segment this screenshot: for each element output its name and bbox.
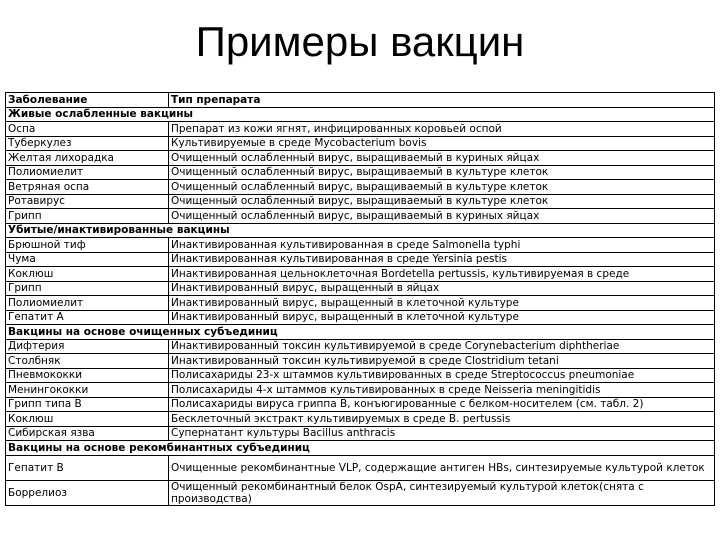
vaccine-type-cell: Инактивированный токсин культивируемой в среде Clostridium tetani (169, 354, 715, 369)
disease-cell: Коклюш (6, 412, 169, 427)
section-row (6, 441, 715, 456)
table-row (6, 397, 715, 412)
table-row (6, 151, 715, 166)
vaccine-type-cell: Очищенный рекомбинантный белок OspA, синтезируемый культурой клеток(снята с производства) (169, 480, 715, 505)
disease-cell: Пневмококки (6, 368, 169, 383)
vaccine-type-cell: Препарат из кожи ягнят, инфицированных коровьей оспой (169, 122, 715, 137)
vaccine-type-cell: Инактивированная культивированная в среде Salmonella typhi (169, 238, 715, 253)
table-row (6, 238, 715, 253)
disease-cell: Грипп (6, 209, 169, 224)
table-row (6, 136, 715, 151)
disease-cell: Грипп типа В (6, 397, 169, 412)
disease-cell: Гепатит А (6, 310, 169, 325)
disease-cell: Туберкулез (6, 136, 169, 151)
table-row (6, 426, 715, 441)
table-row (6, 296, 715, 311)
vaccines-table (5, 92, 715, 506)
vaccine-type-cell: Полисахариды 23-х штаммов культивированных в среде Streptococcus pneumoniae (169, 368, 715, 383)
table-row (6, 281, 715, 296)
vaccine-type-cell: Очищенный ослабленный вирус, выращиваемый в куриных яйцах (169, 209, 715, 224)
section-title: Убитые/инактивированные вакцины (6, 223, 715, 238)
section-title: Вакцины на основе рекомбинантных субъединиц (6, 441, 715, 456)
table-row (6, 165, 715, 180)
vaccine-type-cell: Очищенный ослабленный вирус, выращиваемый в культуре клеток (169, 165, 715, 180)
section-row (6, 325, 715, 340)
disease-cell: Оспа (6, 122, 169, 137)
disease-cell: Брюшной тиф (6, 238, 169, 253)
table-row (6, 267, 715, 282)
vaccine-type-cell: Очищенный ослабленный вирус, выращиваемый в культуре клеток (169, 180, 715, 195)
vaccine-type-cell: Инактивированный вирус, выращенный в клеточной культуре (169, 296, 715, 311)
disease-cell: Полиомиелит (6, 165, 169, 180)
disease-cell: Чума (6, 252, 169, 267)
column-header-disease: Заболевание (6, 93, 169, 108)
disease-cell: Полиомиелит (6, 296, 169, 311)
disease-cell: Сибирская язва (6, 426, 169, 441)
vaccine-type-cell: Очищенный ослабленный вирус, выращиваемый в культуре клеток (169, 194, 715, 209)
vaccine-type-cell: Супернатант культуры Bacillus anthracis (169, 426, 715, 441)
disease-cell: Столбняк (6, 354, 169, 369)
section-row (6, 223, 715, 238)
disease-cell: Желтая лихорадка (6, 151, 169, 166)
table-row (6, 455, 715, 480)
table-header-row (6, 93, 715, 108)
disease-cell: Боррелиоз (6, 480, 169, 505)
disease-cell: Менингококки (6, 383, 169, 398)
table-row (6, 180, 715, 195)
column-header-vaccine-type: Тип препарата (169, 93, 715, 108)
vaccine-type-cell: Инактивированный вирус, выращенный в яйцах (169, 281, 715, 296)
disease-cell: Гепатит В (6, 455, 169, 480)
section-title: Вакцины на основе очищенных субъединиц (6, 325, 715, 340)
vaccine-type-cell: Очищенные рекомбинантные VLP, содержащие антиген HBs, синтезируемые культурой клеток (169, 455, 715, 480)
table-row (6, 310, 715, 325)
vaccine-type-cell: Инактивированная цельноклеточная Bordetella pertussis, культивируемая в среде (169, 267, 715, 282)
vaccine-type-cell: Инактивированная культивированная в среде Yersinia pestis (169, 252, 715, 267)
table-row (6, 480, 715, 505)
vaccine-type-cell: Инактивированный вирус, выращенный в клеточной культуре (169, 310, 715, 325)
table-row (6, 354, 715, 369)
disease-cell: Ветряная оспа (6, 180, 169, 195)
disease-cell: Грипп (6, 281, 169, 296)
table-row (6, 383, 715, 398)
section-row (6, 107, 715, 122)
vaccine-type-cell: Бесклеточный экстракт культивируемых в среде B. pertussis (169, 412, 715, 427)
table-row (6, 122, 715, 137)
vaccines-table-body (6, 93, 715, 506)
table-row (6, 252, 715, 267)
vaccine-type-cell: Полисахариды 4-х штаммов культивированных в среде Neisseria meningitidis (169, 383, 715, 398)
vaccine-type-cell: Инактивированный токсин культивируемой в среде Corynebacterium diphtheriae (169, 339, 715, 354)
vaccine-type-cell: Культивируемые в среде Mycobacterium bovis (169, 136, 715, 151)
table-row (6, 412, 715, 427)
disease-cell: Коклюш (6, 267, 169, 282)
disease-cell: Ротавирус (6, 194, 169, 209)
section-title: Живые ослабленные вакцины (6, 107, 715, 122)
table-row (6, 209, 715, 224)
vaccine-type-cell: Очищенный ослабленный вирус, выращиваемый в куриных яйцах (169, 151, 715, 166)
vaccine-type-cell: Полисахариды вируса гриппа В, конъюгированные с белком-носителем (см. табл. 2) (169, 397, 715, 412)
table-row (6, 368, 715, 383)
disease-cell: Дифтерия (6, 339, 169, 354)
table-row (6, 339, 715, 354)
table-row (6, 194, 715, 209)
page-title: Примеры вакцин (195, 18, 525, 65)
